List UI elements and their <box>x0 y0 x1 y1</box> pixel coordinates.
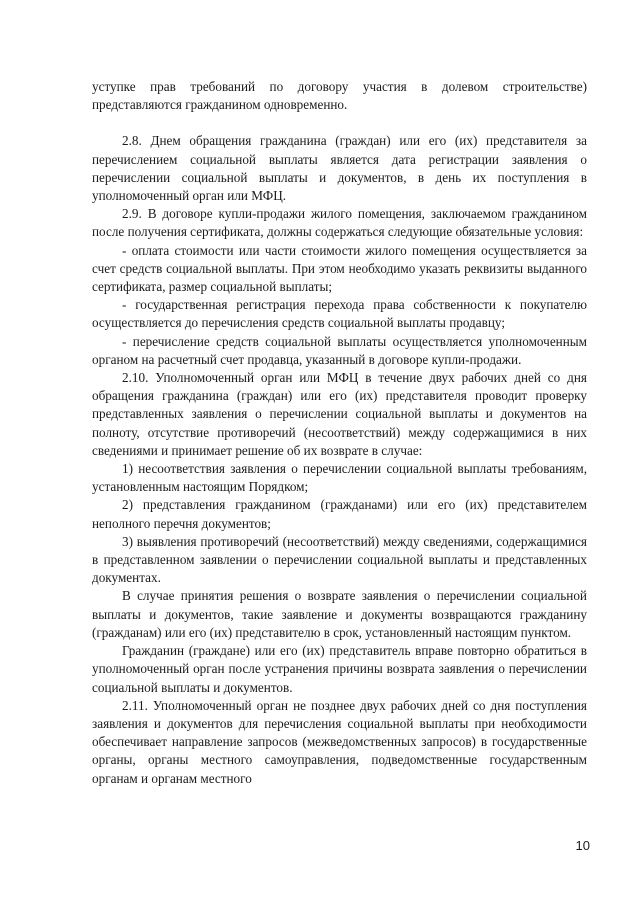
paragraph-return-decision: В случае принятия решения о возврате заявления о перечислении социальной выплаты и документов, такие заявление и документы возвращаются гражданину (гражданам) или его (их) представителю в срок, установленный настоящим пунктом. <box>92 588 587 640</box>
list-item-registration: - государственная регистрация перехода права собственности к покупателю осуществляется до перечисления средств социальной выплаты продавцу; <box>92 297 587 331</box>
paragraph-2-8: 2.8. Днем обращения гражданина (граждан) или его (их) представителя за перечислением социальной выплаты является дата регистрации заявления о перечислении социальной выплаты и документов, в день их поступления в уполномоченный орган или МФЦ. <box>92 133 587 204</box>
list-item-3: 3) выявления противоречий (несоответствий) между сведениями, содержащимися в представленном заявлении о перечислении социальной выплаты и представленных документах. <box>92 533 587 586</box>
list-item-transfer: - перечисление средств социальной выплаты осуществляется уполномоченным органом на расчетный счет продавца, указанный в договоре купли-продажи. <box>92 333 587 367</box>
document-body <box>92 78 587 788</box>
list-item-payment: - оплата стоимости или части стоимости жилого помещения осуществляется за счет средств социальной выплаты. При этом необходимо указать реквизиты выданного сертификата, размер социальной выплаты; <box>92 242 587 295</box>
page-number: 10 <box>575 838 590 853</box>
list-item-1: 1) несоответствия заявления о перечислении социальной выплаты требованиям, установленным настоящим Порядком; <box>92 461 587 495</box>
paragraph-2-9: 2.9. В договоре купли-продажи жилого помещения, заключаемом гражданином после получения сертификата, должны содержаться следующие обязательные условия: <box>92 206 587 240</box>
paragraph-2-10: 2.10. Уполномоченный орган или МФЦ в течение двух рабочих дней со дня обращения гражданина (граждан) или его (их) представителя проводит проверку представленных заявления о перечислении социальной выплаты и документов на полноту, отсутствие противоречий (несоответствий) между содержащимися в них сведениями и принимает решение об их возврате в случае: <box>92 370 587 458</box>
paragraph-2-11: 2.11. Уполномоченный орган не позднее двух рабочих дней со дня поступления заявления и документов для перечисления социальной выплаты при необходимости обеспечивает направление запросов (межведомственных запросов) в государственные органы, органы местного самоуправления, подведомственные государственным органам и органам местного <box>92 697 587 786</box>
paragraph-continuation: уступке прав требований по договору участия в долевом строительстве) представляются гражданином одновременно. <box>92 79 587 113</box>
paragraph-reapply: Гражданин (граждане) или его (их) представитель вправе повторно обратиться в уполномоченный орган после устранения причины возврата заявления о перечислении социальной выплаты и документов. <box>92 643 587 695</box>
list-item-2: 2) представления гражданином (гражданами) или его (их) представителем неполного перечня документов; <box>92 497 587 531</box>
